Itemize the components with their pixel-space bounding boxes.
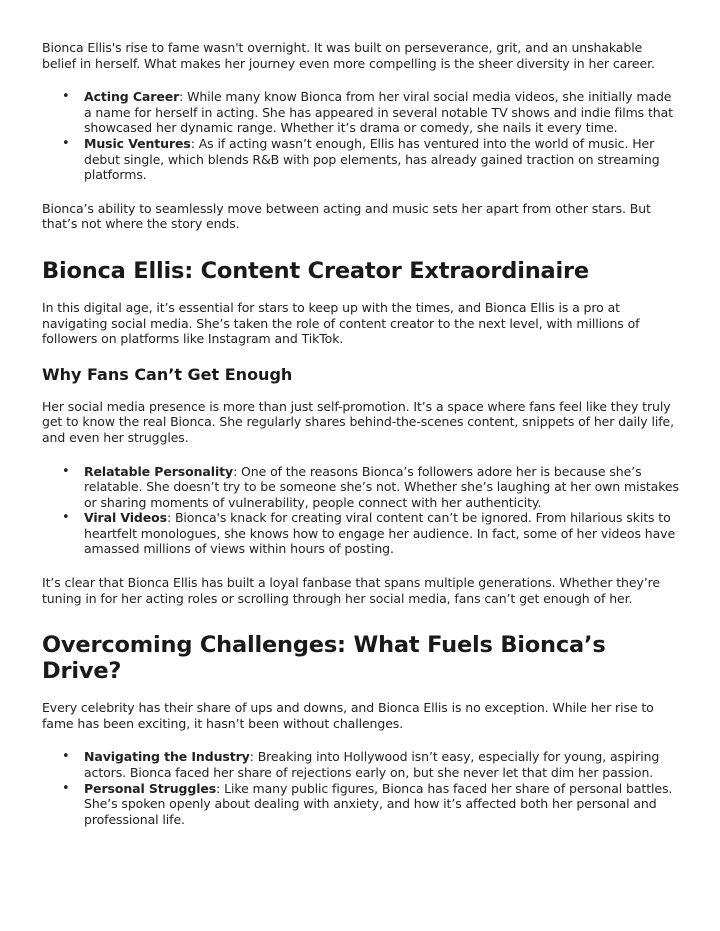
list-item-personal <box>84 781 680 828</box>
list-item-text: : While many know Bionca from her viral social media videos, she initially made a name for herself in acting. She has appeared in several notable TV shows and indie films that showcased her dynamic range. Whether it’s drama or comedy, she nails it every time. <box>84 89 673 136</box>
list-item-term: Relatable Personality <box>84 463 234 479</box>
list-item-term: Personal Struggles <box>84 780 217 796</box>
list-item-text: : One of the reasons Bionca’s followers adore her is because she’s relatable. She doesn’t try to be someone she’s not. Whether she’s laughing at her own mistakes or sharing moments of vulnerability, people connect with her authenticity. <box>84 463 679 510</box>
list-item-term: Acting Career <box>84 89 180 105</box>
fans-list <box>42 464 680 558</box>
intro-paragraph: Bionca Ellis's rise to fame wasn't overnight. It was built on perseverance, grit, and an unshakable belief in herself. What makes her journey even more compelling is the sheer diversity in her career. <box>42 40 655 71</box>
subheading-fans: Why Fans Can’t Get Enough <box>42 364 293 384</box>
list-item-text: : Breaking into Hollywood isn’t easy, especially for young, aspiring actors. Bionca faced her share of rejections early on, but she never let that dim her passion. <box>84 749 660 781</box>
list-item-music <box>84 136 680 183</box>
fanbase-paragraph: It’s clear that Bionca Ellis has built a loyal fanbase that spans multiple generations. Whether they’re tuning in for her acting roles or scrolling through her social media, fans can’t get enough of her. <box>42 575 660 606</box>
list-item-term: Navigating the Industry <box>84 749 250 765</box>
list-item-term: Music Ventures <box>84 135 191 151</box>
intro-closing-paragraph: Bionca’s ability to seamlessly move between acting and music sets her apart from other stars. But that’s not where the story ends. <box>42 200 651 232</box>
content-creator-paragraph: In this digital age, it’s essential for stars to keep up with the times, and Bionca Ellis is a pro at navigating social media. She’s taken the role of content creator to the next level, with millions of followers on platforms like Instagram and TikTok. <box>42 299 640 347</box>
list-item-acting <box>84 89 680 136</box>
list-item-term: Viral Videos <box>84 510 167 526</box>
challenges-list <box>42 749 680 827</box>
section-heading-content-creator: Bionca Ellis: Content Creator Extraordinaire <box>42 257 589 284</box>
list-item-viral <box>84 510 680 557</box>
list-item-industry <box>84 749 680 780</box>
list-item-relatable <box>84 464 680 511</box>
section-heading-challenges: Overcoming Challenges: What Fuels Bionca’s Drive? <box>42 632 606 685</box>
list-item-text: : Like many public figures, Bionca has faced her share of personal battles. She’s spoken openly about dealing with anxiety, and how it’s affected both her personal and professional life. <box>84 780 673 827</box>
career-list <box>42 89 680 183</box>
challenges-paragraph: Every celebrity has their share of ups and downs, and Bionca Ellis is no exception. While her rise to fame has been exciting, it hasn’t been without challenges. <box>42 700 654 731</box>
fans-paragraph: Her social media presence is more than just self-promotion. It’s a space where fans feel like they truly get to know the real Bionca. She regularly shares behind-the-scenes content, snippets of her daily life, and even her struggles. <box>42 398 674 445</box>
list-item-text: : As if acting wasn’t enough, Ellis has ventured into the world of music. Her debut single, which blends R&B with pop elements, has already gained traction on streaming platforms. <box>84 135 660 183</box>
list-item-text: : Bionca's knack for creating viral content can’t be ignored. From hilarious skits to heartfelt monologues, she knows how to engage her audience. In fact, some of her videos have amassed millions of views within hours of posting. <box>84 510 676 557</box>
